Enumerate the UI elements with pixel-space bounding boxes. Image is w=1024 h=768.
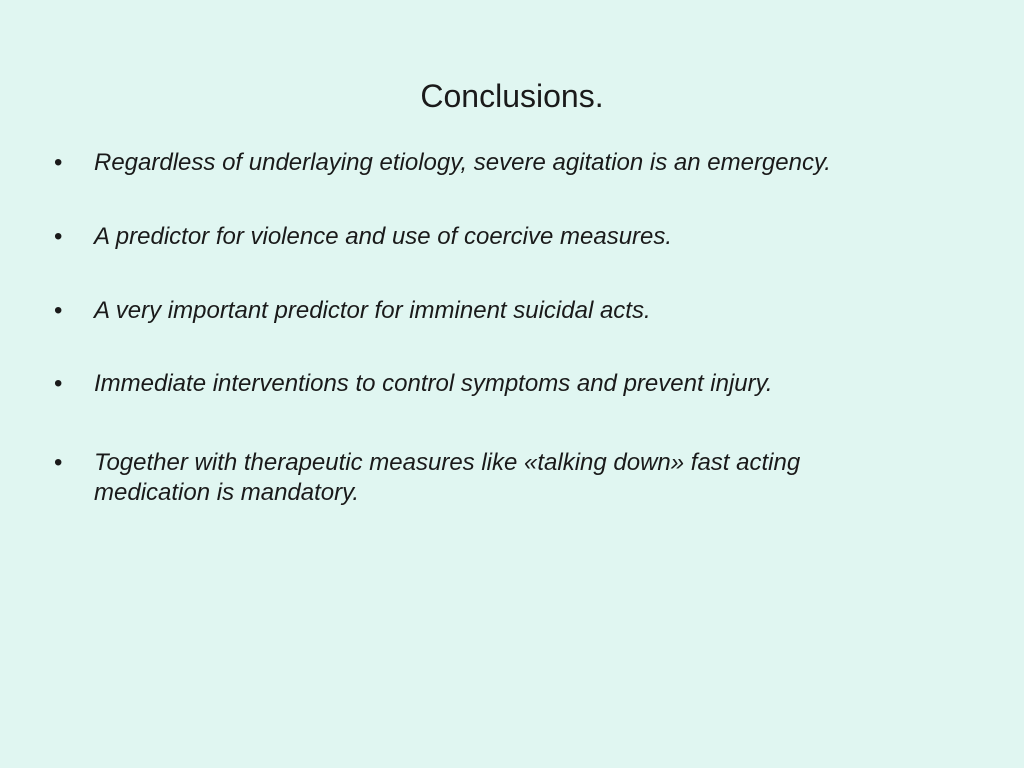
bullet-marker: •	[54, 223, 63, 250]
bullet-text: Together with therapeutic measures like «talking down» fast acting medication is mandatory.	[94, 449, 801, 506]
slide-title: Conclusions.	[420, 78, 604, 114]
bullet-marker: •	[54, 149, 63, 176]
bullet-text: Regardless of underlaying etiology, severe agitation is an emergency.	[94, 149, 831, 176]
bullet-marker: •	[54, 297, 63, 324]
bullet-marker: •	[54, 370, 63, 397]
bullet-text: Immediate interventions to control symptoms and prevent injury.	[94, 370, 773, 397]
bullet-text: A very important predictor for imminent suicidal acts.	[94, 297, 651, 324]
bullet-text: A predictor for violence and use of coercive measures.	[94, 223, 673, 250]
bullet-marker: •	[54, 449, 63, 476]
